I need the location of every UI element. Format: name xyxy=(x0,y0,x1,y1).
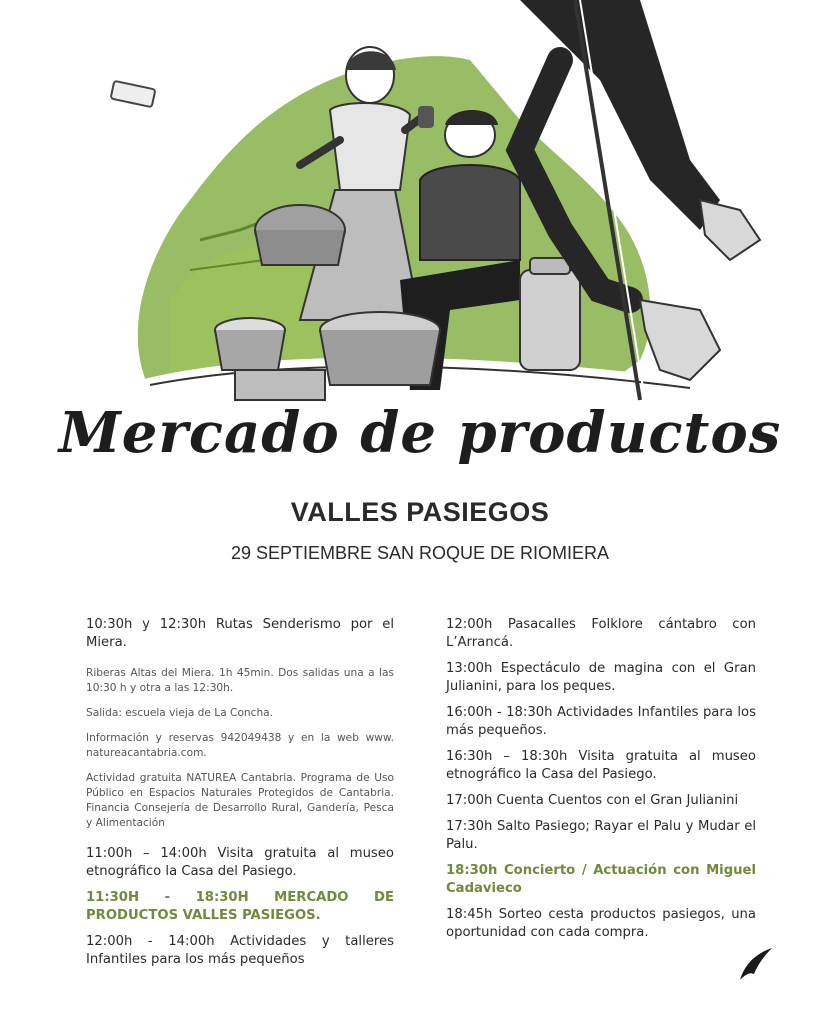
event-item: 17:00h Cuenta Cuentos con el Gran Julianini xyxy=(446,793,739,808)
hiking-detail: Actividad gratuita NATUREA Cantabria. Programa de Uso Público en Espacios Naturales Protegidos de Cantabria. Financia Consejería de Desarrollo Rural, Gandería, Pesca y Alimentación xyxy=(86,772,394,829)
event-item: 12:00h Pasacalles Folklore cántabro con L’Arrancá. xyxy=(446,617,756,650)
event-item: 16:30h – 18:30h Visita gratuita al museo etnográfico la Casa del Pasiego. xyxy=(446,749,756,782)
hiking-detail: Salida: escuela vieja de La Concha. xyxy=(86,707,274,719)
hiking-detail: Riberas Altas del Miera. 1h 45min. Dos salidas una a las 10:30 h y otra a las 12:30h. xyxy=(86,667,394,694)
event-museum: 11:00h – 14:00h Visita gratuita al museo etnográfico la Casa del Pasiego. xyxy=(86,846,394,879)
event-workshops: 12:00h - 14:00h Actividades y talleres Infantiles para los más pequeños xyxy=(86,934,394,967)
left-column xyxy=(86,616,394,977)
event-item: 17:30h Salto Pasiego; Rayar el Palu y Mudar el Palu. xyxy=(446,819,756,852)
page-title: Mercado de productos xyxy=(58,400,782,466)
event-raffle: 18:45h Sorteo cesta productos pasiegos, una oportunidad con cada compra. xyxy=(446,907,756,940)
event-hiking: 10:30h y 12:30h Rutas Senderismo por el Miera. xyxy=(86,617,394,650)
market-illustration xyxy=(0,0,840,420)
event-item: 13:00h Espectáculo de magina con el Gran Julianini, para los peques. xyxy=(446,661,756,694)
right-column xyxy=(446,616,756,950)
event-date: 29 SEPTIEMBRE SAN ROQUE DE RIOMIERA xyxy=(230,543,610,563)
hiking-detail: Información y reservas 942049438 y en la web www. natureacantabria.com. xyxy=(86,732,394,759)
page-subtitle: VALLES PASIEGOS xyxy=(290,497,550,527)
event-item: 16:00h - 18:30h Actividades Infantiles para los más pequeños. xyxy=(446,705,756,738)
event-concert: 18:30h Concierto / Actuación con Miguel Cadavieco xyxy=(446,863,756,896)
event-market: 11:30H - 18:30H MERCADO DE PRODUCTOS VALLES PASIEGOS. xyxy=(86,890,394,923)
feather-logo-icon xyxy=(736,944,776,984)
